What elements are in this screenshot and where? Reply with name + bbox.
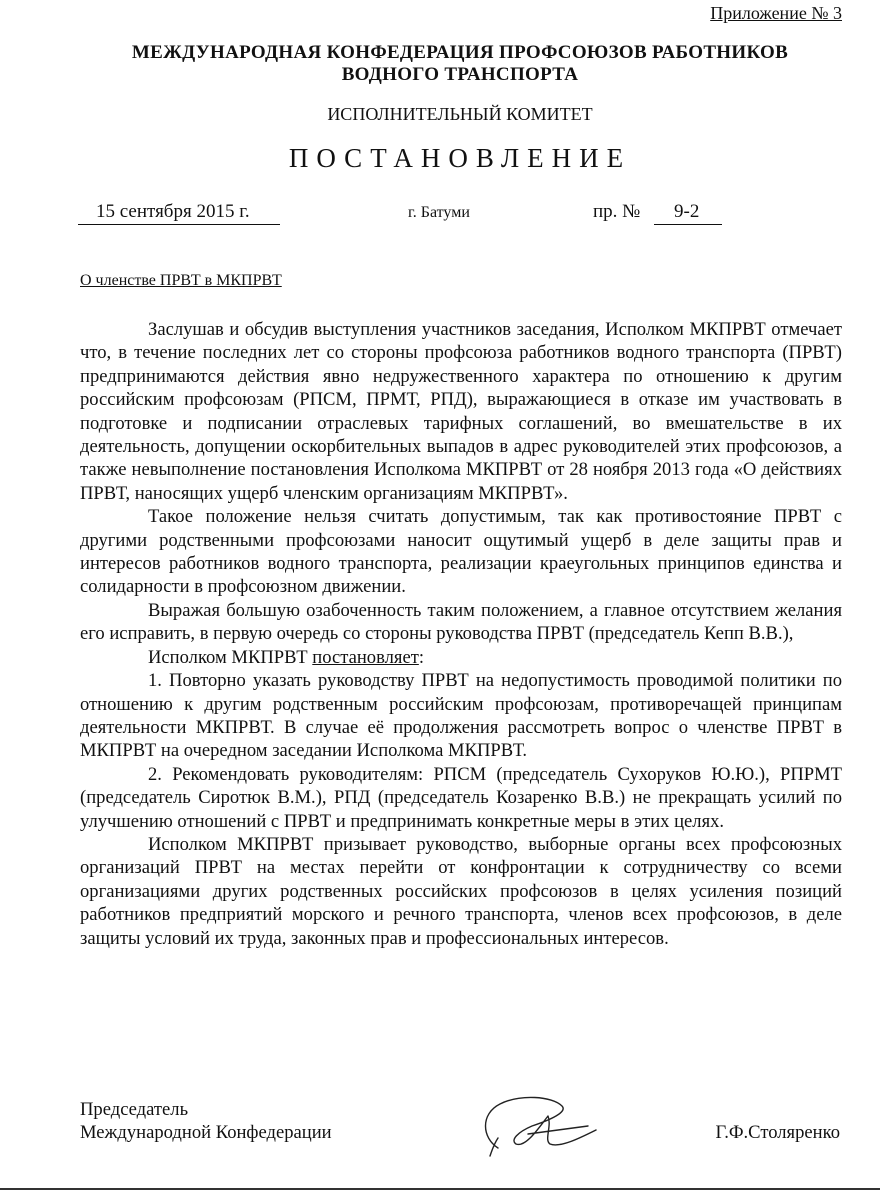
document-body xyxy=(80,318,842,950)
handwritten-signature xyxy=(470,1086,610,1166)
resolves-keyword: постановляет xyxy=(312,646,419,668)
page-bottom-rule xyxy=(0,1188,880,1190)
paragraph-2: Такое положение нельзя считать допустимым, так как противостояние ПРВТ с другими родственными профсоюзами наносит ощутимый ущерб в деле защиты прав и интересов работников водного транспорта, реализации краеугольных принципов единства и солидарности в профсоюзном движении. xyxy=(80,506,842,598)
document-date: 15 сентября 2015 г. xyxy=(78,200,280,225)
signatory-title-line-2: Международной Конфедерации xyxy=(80,1122,332,1143)
resolves-lead: Исполком МКПРВТ xyxy=(148,646,313,668)
organization-name-line-1: МЕЖДУНАРОДНАЯ КОНФЕДЕРАЦИЯ ПРОФСОЮЗОВ РАБОТНИКОВ xyxy=(131,42,789,63)
signatory-title xyxy=(80,1098,332,1144)
paragraph-3: Выражая большую озабоченность таким положением, а главное отсутствием желания его исправить, в первую очередь со стороны руководства ПРВТ (председатель Кепп В.В.), xyxy=(80,599,842,645)
paragraph-1: Заслушав и обсудив выступления участников заседания, Исполком МКПРВТ отмечает что, в течение последних лет со стороны профсоюза работников водного транспорта (ПРВТ) предпринимаются действия явно недружественного характера по отношению к другим российским профсоюзам (РПСМ, ПРМТ, РПД), выражающиеся в отказе им участвовать в подготовке и подписании отраслевых тарифных соглашений, во вмешательстве в их деятельность, допущении оскорбительных выпадов в адрес руководителей этих профсоюзов, а также невыполнение постановления Исполкома МКПРВТ от 28 ноября 2013 года «О действиях ПРВТ, наносящих ущерб членским организациям МКПРВТ». xyxy=(80,319,842,504)
document-type-title: ПОСТАНОВЛЕНИЕ xyxy=(288,143,632,173)
paragraph-resolves xyxy=(80,646,842,669)
signatory-title-line-1: Председатель xyxy=(80,1099,189,1120)
committee-name: ИСПОЛНИТЕЛЬНЫЙ КОМИТЕТ xyxy=(327,104,593,124)
resolution-item-1: 1. Повторно указать руководству ПРВТ на недопустимость проводимой политики по отношению к другим родственным российским профсоюзам, противоречащей принципам деятельности МКПРВТ. В случае её продолжения рассмотреть вопрос о членстве ПРВТ в МКПРВТ на очередном заседании Исполкома МКПРВТ. xyxy=(80,670,842,762)
organization-name xyxy=(0,42,880,86)
document-number: 9-2 xyxy=(654,200,722,225)
appendix-label: Приложение № 3 xyxy=(710,3,842,23)
resolution-item-2: 2. Рекомендовать руководителям: РПСМ (председатель Сухоруков Ю.Ю.), РПРМТ (председатель Сиротюк В.М.), РПД (председатель Козаренко В.В.) не прекращать усилий по улучшению отношений с ПРВТ и предпринимать конкретные меры в этих целях. xyxy=(80,763,842,832)
signature-block xyxy=(80,1098,842,1158)
document-meta-line xyxy=(0,200,880,230)
signatory-name: Г.Ф.Столяренко xyxy=(715,1122,840,1143)
document-subject: О членстве ПРВТ в МКПРВТ xyxy=(80,272,282,289)
document-city: г. Батуми xyxy=(408,204,470,221)
document-number-label: пр. № xyxy=(593,201,641,222)
organization-name-line-2: ВОДНОГО ТРАНСПОРТА xyxy=(341,64,579,85)
resolves-colon: : xyxy=(418,646,425,668)
paragraph-appeal: Исполком МКПРВТ призывает руководство, выборные органы всех профсоюзных организаций ПРВТ на местах перейти от конфронтации к сотрудничеству со всеми организациями других родственных российских профсоюзов в целях усиления позиций работников предприятий морского и речного транспорта, членов всех профсоюзов, в деле защиты условий их труда, законных прав и профессиональных интересов. xyxy=(80,833,842,949)
